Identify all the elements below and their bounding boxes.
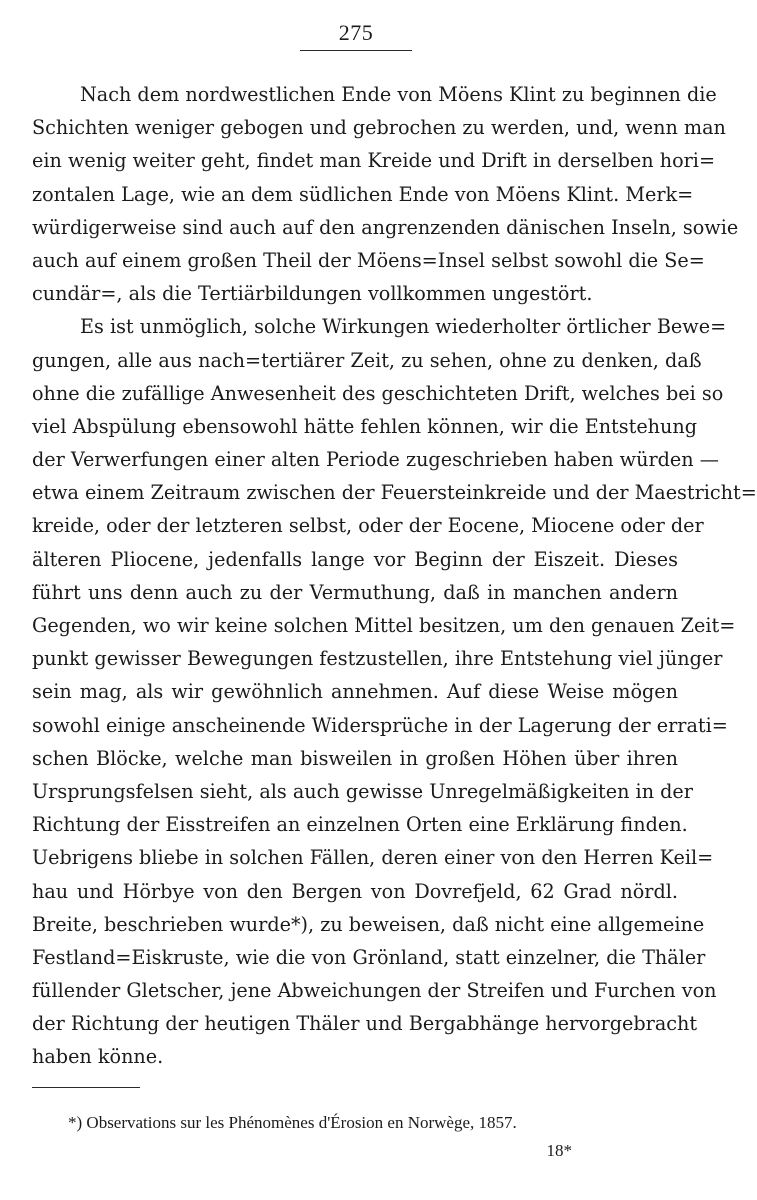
text-line: führt uns denn auch zu der Vermuthung, daß in manchen andern bbox=[32, 580, 678, 604]
text-line: Uebrigens bliebe in solchen Fällen, deren einer von den Herren Keil= bbox=[32, 846, 714, 870]
text-line: ohne die zufällige Anwesenheit des geschichteten Drift, welches bei so bbox=[32, 381, 724, 405]
paragraph-2 bbox=[32, 310, 757, 1073]
header-rule bbox=[300, 50, 412, 51]
text-line: kreide, oder der letzteren selbst, oder der Eocene, Miocene oder der bbox=[32, 514, 704, 538]
text-line: würdigerweise sind auch auf den angrenzenden dänischen Inseln, sowie bbox=[32, 215, 739, 239]
text-line: sein mag, als wir gewöhnlich annehmen. Auf diese Weise mögen bbox=[32, 680, 678, 704]
text-line: Breite, beschrieben wurde*), zu beweisen, daß nicht eine allgemeine bbox=[32, 912, 705, 936]
text-line: etwa einem Zeitraum zwischen der Feuersteinkreide und der Maestricht= bbox=[32, 481, 757, 505]
text-line: hau und Hörbye von den Bergen von Dovrefjeld, 62 Grad nördl. bbox=[32, 879, 678, 903]
text-line: Gegenden, wo wir keine solchen Mittel besitzen, um den genauen Zeit= bbox=[32, 614, 736, 637]
text-line: Richtung der Eisstreifen an einzelnen Orten eine Erklärung finden. bbox=[32, 813, 688, 837]
footnote-rule bbox=[32, 1087, 140, 1088]
text-line: Ursprungsfelsen sieht, als auch gewisse Unregelmäßigkeiten in der bbox=[32, 779, 693, 803]
text-line: Es ist unmöglich, solche Wirkungen wiederholter örtlicher Bewe= bbox=[80, 315, 727, 339]
text-line: haben könne. bbox=[32, 1045, 164, 1069]
body-text bbox=[32, 78, 757, 1074]
text-line: sowohl einige anscheinende Widersprüche in der Lagerung der errati= bbox=[32, 713, 728, 737]
signature-mark: 18* bbox=[546, 1141, 572, 1160]
text-line: der Richtung der heutigen Thäler und Bergabhänge hervorgebracht bbox=[32, 1012, 698, 1036]
text-line: älteren Pliocene, jedenfalls lange vor Beginn der Eiszeit. Dieses bbox=[32, 547, 678, 571]
text-line: punkt gewisser Bewegungen festzustellen, ihre Entstehung viel jünger bbox=[32, 647, 723, 671]
text-line: gungen, alle aus nach=tertiärer Zeit, zu sehen, ohne zu denken, daß bbox=[32, 348, 702, 372]
text-line: der Verwerfungen einer alten Periode zugeschrieben haben würden — bbox=[32, 448, 719, 472]
text-line: füllender Gletscher, jene Abweichungen der Streifen und Furchen von bbox=[32, 979, 717, 1003]
text-line: ein wenig weiter geht, findet man Kreide und Drift in derselben hori= bbox=[32, 149, 716, 173]
text-line: cundär=, als die Tertiärbildungen vollkommen ungestört. bbox=[32, 282, 593, 306]
text-line: Schichten weniger gebogen und gebrochen zu werden, und, wenn man bbox=[32, 116, 726, 140]
paragraph-1 bbox=[32, 78, 739, 310]
page-number: 275 bbox=[338, 20, 374, 45]
text-line: auch auf einem großen Theil der Möens=Insel selbst sowohl die Se= bbox=[32, 248, 705, 272]
footnote: *) Observations sur les Phénomènes d'Érosion en Norwège, 1857. bbox=[68, 1113, 517, 1132]
text-line: zontalen Lage, wie an dem südlichen Ende von Möens Klint. Merk= bbox=[32, 182, 694, 206]
text-line: schen Blöcke, welche man bisweilen in großen Höhen über ihren bbox=[32, 746, 678, 770]
text-line: Festland=Eiskruste, wie die von Grönland, statt einzelner, die Thäler bbox=[32, 945, 706, 969]
text-line: viel Abspülung ebensowohl hätte fehlen können, wir die Entstehung bbox=[32, 414, 698, 438]
text-line: Nach dem nordwestlichen Ende von Möens Klint zu beginnen die bbox=[80, 83, 717, 106]
